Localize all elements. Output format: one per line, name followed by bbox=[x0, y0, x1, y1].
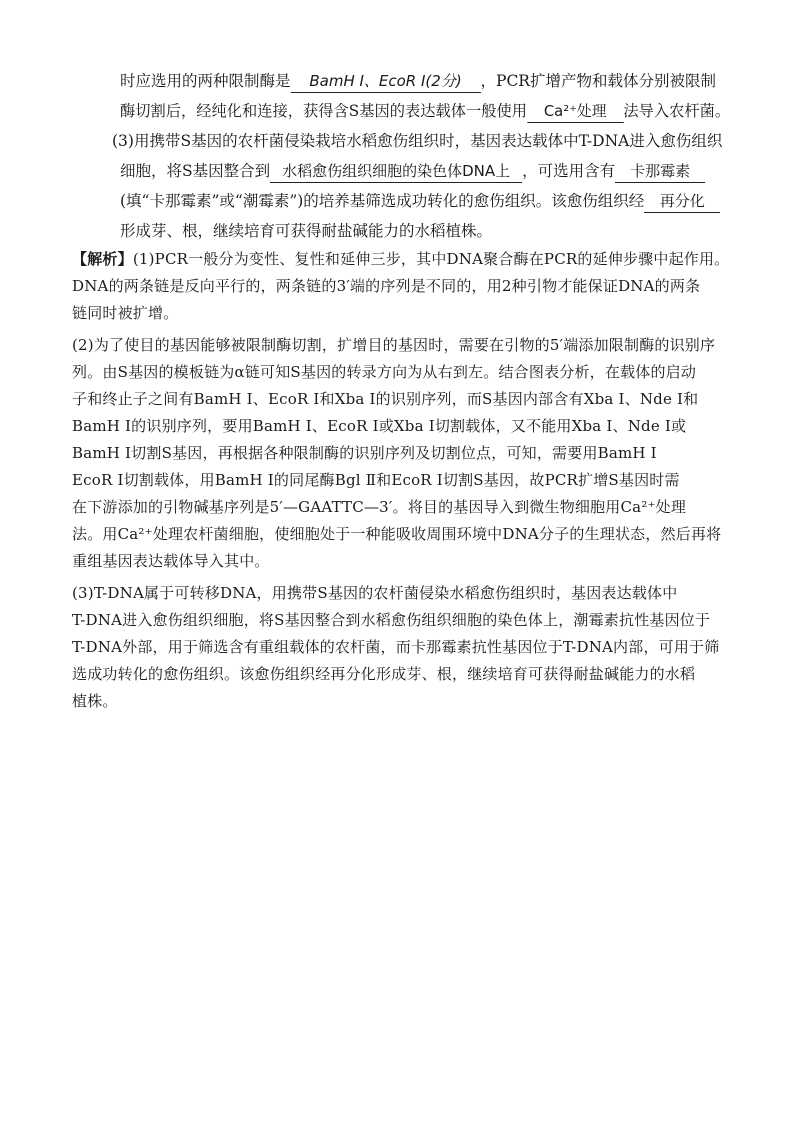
answer-text: (填“卡那霉素”或“潮霉素”)的培养基筛选成功转化的愈伤组织。该愈伤组织经 bbox=[120, 192, 645, 210]
analysis-line: 在下游添加的引物碱基序列是5′—GAATTC—3′。将目的基因导入到微生物细胞用Ca²⁺处理 bbox=[72, 498, 687, 516]
analysis-line: T-DNA外部，用于筛选含有重组载体的农杆菌，而卡那霉素抗性基因位于T-DNA内部，可用于筛 bbox=[72, 638, 720, 656]
analysis-line: 植株。 bbox=[72, 692, 118, 710]
analysis-line: (2)为了使目的基因能够被限制酶切割，扩增目的基因时，需要在引物的5′端添加限制酶的识别序 bbox=[72, 336, 716, 354]
answer-line bbox=[120, 220, 492, 242]
analysis-line: 列。由S基因的模板链为α链可知S基因的转录方向为从右到左。结合图表分析，在载体的启动 bbox=[72, 363, 697, 381]
analysis-line: BamH Ⅰ切割S基因，再根据各种限制酶的识别序列及切割位点，可知，需要用BamH Ⅰ bbox=[72, 444, 657, 462]
answer-line bbox=[112, 130, 722, 152]
analysis-line: 选成功转化的愈伤组织。该愈伤组织经再分化形成芽、根，继续培育可获得耐盐碱能力的水稻 bbox=[72, 665, 696, 683]
answer-text: 形成芽、根，继续培育可获得耐盐碱能力的水稻植株。 bbox=[120, 222, 493, 240]
answer-blank-enzymes: BamH Ⅰ、EcoR Ⅰ(2分) bbox=[291, 70, 481, 93]
analysis-line: T-DNA进入愈伤组织细胞，将S基因整合到水稻愈伤组织细胞的染色体上，潮霉素抗性基因位于 bbox=[72, 611, 711, 629]
answer-line bbox=[120, 160, 705, 183]
analysis-line: (3)T-DNA属于可转移DNA，用携带S基因的农杆菌侵染水稻愈伤组织时，基因表达载体中 bbox=[72, 584, 678, 602]
answer-line bbox=[120, 70, 716, 93]
analysis-line: 子和终止子之间有BamH Ⅰ、EcoR Ⅰ和Xba Ⅰ的识别序列，而S基因内部含有Xba Ⅰ、Nde Ⅰ和 bbox=[72, 390, 699, 408]
analysis-line: EcoR Ⅰ切割载体，用BamH Ⅰ的同尾酶Bgl Ⅱ和EcoR Ⅰ切割S基因，故PCR扩增S基因时需 bbox=[72, 471, 680, 489]
answer-blank-process: 再分化 bbox=[644, 190, 720, 213]
answer-blank-antibiotic: 卡那霉素 bbox=[615, 160, 705, 183]
answer-text: ，可选用含有 bbox=[522, 162, 616, 180]
analysis-line: 重组基因表达载体导入其中。 bbox=[72, 552, 270, 570]
answer-line bbox=[120, 100, 730, 123]
analysis-line bbox=[72, 248, 729, 270]
answer-text: 时应选用的两种限制酶是 bbox=[120, 72, 291, 90]
analysis-text: (1)PCR一般分为变性、复性和延伸三步，其中DNA聚合酶在PCR的延伸步骤中起作用。 bbox=[132, 250, 730, 268]
answer-text: 细胞，将S基因整合到 bbox=[120, 162, 271, 180]
answer-blank-location: 水稻愈伤组织细胞的染色体DNA上 bbox=[270, 160, 522, 183]
answer-blank-method: Ca²⁺处理 bbox=[527, 100, 623, 123]
answer-line bbox=[120, 190, 720, 213]
answer-text: ，PCR扩增产物和载体分别被限制 bbox=[480, 72, 716, 90]
answer-text: 法导入农杆菌。 bbox=[623, 102, 731, 120]
analysis-line: 法。用Ca²⁺处理农杆菌细胞，使细胞处于一种能吸收周围环境中DNA分子的生理状态，然后再将 bbox=[72, 525, 722, 543]
analysis-line: 链同时被扩增。 bbox=[72, 304, 179, 322]
analysis-label: 【解析】 bbox=[72, 250, 133, 268]
analysis-line: BamH Ⅰ的识别序列，要用BamH Ⅰ、EcoR Ⅰ或Xba Ⅰ切割载体，又不能用Xba Ⅰ、Nde Ⅰ或 bbox=[72, 417, 687, 435]
answer-text: (3)用携带S基因的农杆菌侵染栽培水稻愈伤组织时，基因表达载体中T-DNA进入愈伤组织 bbox=[112, 132, 723, 150]
analysis-line: DNA的两条链是反向平行的，两条链的3′端的序列是不同的，用2种引物才能保证DNA的两条 bbox=[72, 277, 701, 295]
answer-text: 酶切割后，经纯化和连接，获得含S基因的表达载体一般使用 bbox=[120, 102, 527, 120]
